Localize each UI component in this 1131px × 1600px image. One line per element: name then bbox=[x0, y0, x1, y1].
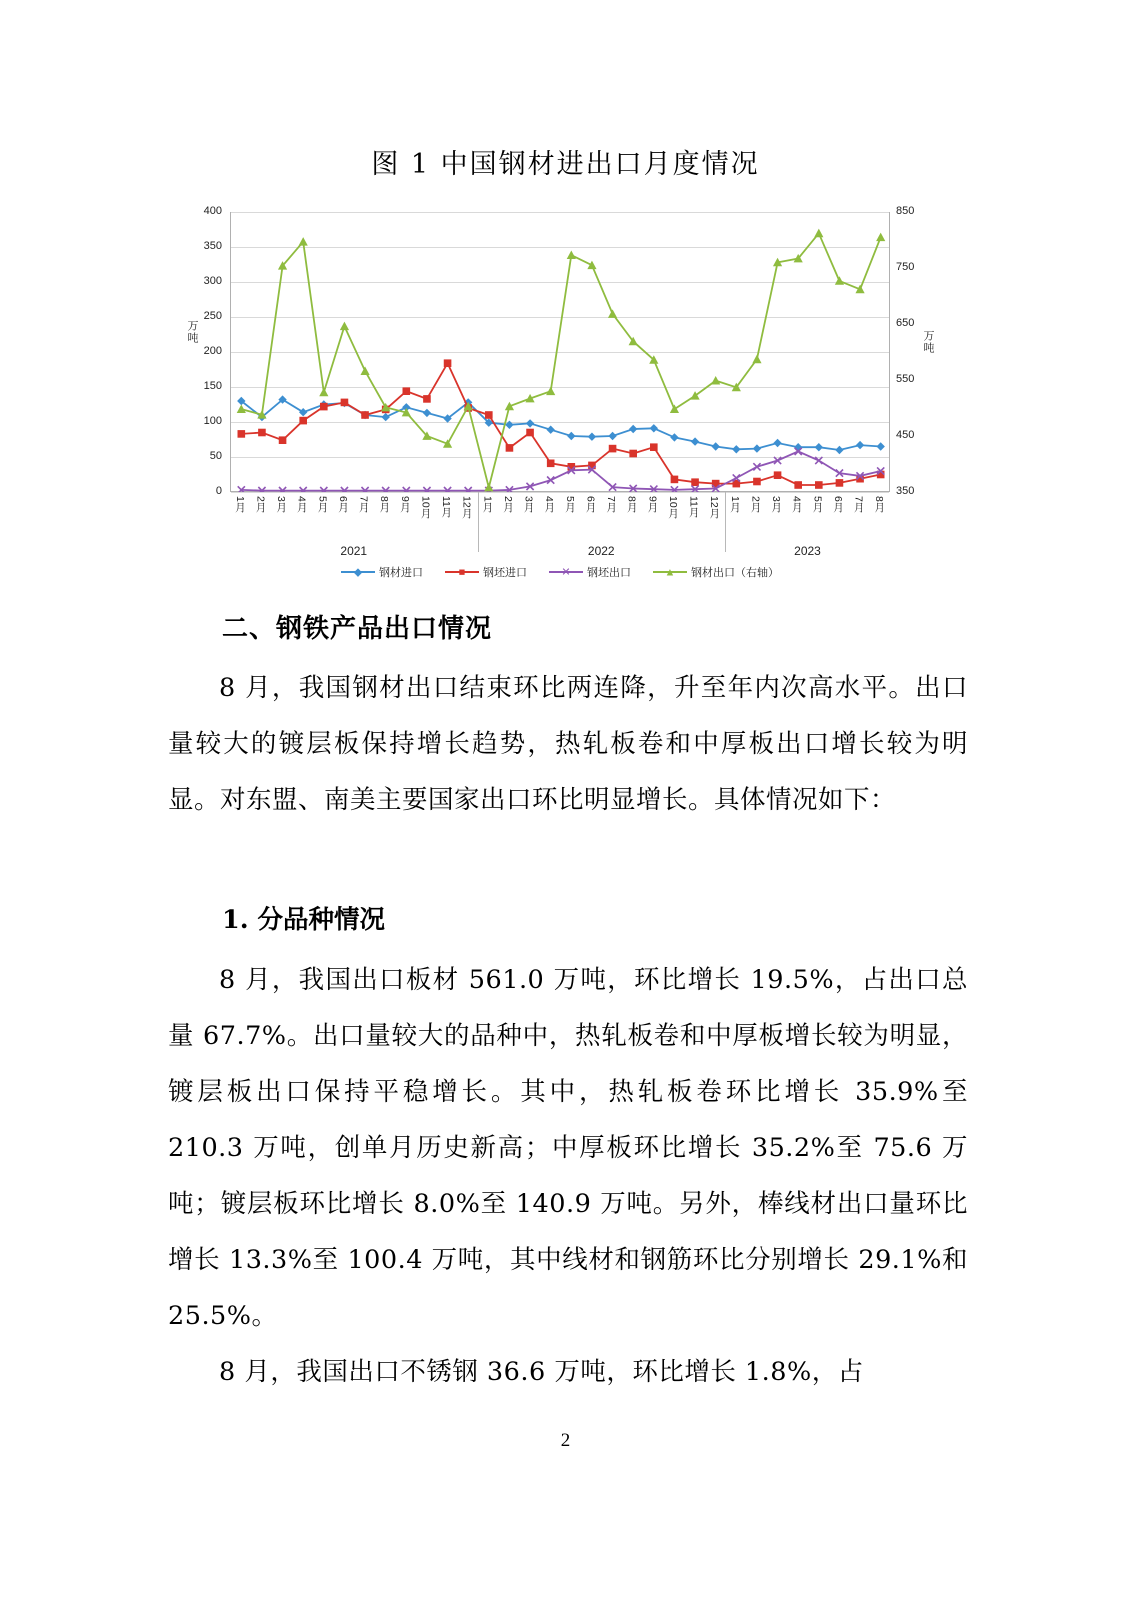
chart-legend bbox=[230, 564, 890, 580]
chart-data-point bbox=[506, 444, 514, 452]
chart-svg bbox=[231, 212, 891, 492]
chart-data-point bbox=[671, 476, 679, 484]
chart-data-point bbox=[547, 460, 555, 468]
x-axis-tick-label: 11月 bbox=[440, 496, 453, 518]
chart-data-point bbox=[650, 443, 658, 451]
chart-data-point bbox=[753, 444, 761, 452]
chart-data-point bbox=[608, 432, 616, 440]
chart-data-point bbox=[237, 405, 246, 414]
chart-data-point bbox=[526, 419, 534, 427]
year-separator bbox=[725, 492, 726, 552]
chart-data-point bbox=[340, 322, 349, 331]
chart-data-point bbox=[650, 424, 658, 432]
chart-data-point bbox=[238, 430, 246, 438]
chart-container bbox=[178, 200, 958, 590]
chart-data-point bbox=[691, 437, 699, 445]
x-axis-tick-label: 10月 bbox=[666, 496, 679, 519]
x-axis-tick-label: 7月 bbox=[357, 496, 370, 513]
x-axis-tick-label: 12月 bbox=[708, 496, 721, 519]
y-axis-left-tick: 300 bbox=[203, 275, 222, 287]
chart-data-point bbox=[629, 425, 637, 433]
y-axis-left-tick: 400 bbox=[203, 205, 222, 217]
x-axis-tick-label: 4月 bbox=[790, 496, 803, 513]
chart-data-point bbox=[279, 436, 287, 444]
sub-heading: 1. 分品种情况 bbox=[222, 905, 385, 935]
paragraph-1: 8 月，我国钢材出口结束环比两连降，升至年内次高水平。出口量较大的镀层板保持增长趋势，热轧板卷和中厚板出口增长较为明显。对东盟、南美主要国家出口环比明显增长。具体情况如下： bbox=[168, 673, 968, 815]
chart-data-point bbox=[320, 403, 328, 411]
x-axis-tick-label: 5月 bbox=[316, 496, 329, 513]
chart-data-point bbox=[629, 450, 637, 458]
chart-data-point bbox=[752, 355, 761, 364]
legend-swatch bbox=[341, 566, 375, 579]
year-separator bbox=[478, 492, 479, 552]
chart-series-line bbox=[241, 400, 880, 450]
legend-swatch bbox=[445, 566, 479, 579]
legend-marker-icon: ✕ bbox=[561, 566, 571, 579]
chart-data-point bbox=[360, 366, 369, 375]
x-axis-tick-label: 1月 bbox=[481, 496, 494, 513]
x-axis-tick-label: 9月 bbox=[398, 496, 411, 513]
y-axis-left-tick: 150 bbox=[203, 380, 222, 392]
legend-marker-icon: ◆ bbox=[353, 566, 363, 579]
chart-data-point bbox=[814, 229, 823, 238]
x-axis-tick-label: 2月 bbox=[254, 496, 267, 513]
chart-data-point bbox=[567, 251, 576, 260]
x-axis-tick-label: 6月 bbox=[336, 496, 349, 513]
y-axis-right-title: 万吨 bbox=[922, 330, 934, 354]
y-axis-right-tick: 550 bbox=[896, 373, 915, 385]
legend-marker-icon: ■ bbox=[458, 566, 466, 579]
chart-data-point bbox=[526, 429, 534, 437]
chart-plot-area bbox=[230, 212, 890, 492]
legend-label: 钢材进口 bbox=[379, 567, 423, 579]
x-axis-tick-label: 3月 bbox=[275, 496, 288, 513]
chart-data-point bbox=[691, 478, 699, 486]
x-axis-tick-label: 9月 bbox=[646, 496, 659, 513]
chart-data-point bbox=[505, 421, 513, 429]
chart-data-point bbox=[485, 411, 493, 419]
y-axis-left-tick: 50 bbox=[209, 450, 222, 462]
chart-data-point bbox=[299, 408, 307, 416]
chart-data-point bbox=[381, 413, 389, 421]
chart-data-point bbox=[258, 429, 266, 437]
paragraph-3: 8 月，我国出口不锈钢 36.6 万吨，环比增长 1.8%，占 bbox=[219, 1357, 864, 1387]
figure-title: 图 1 中国钢材进出口月度情况 bbox=[371, 149, 760, 180]
legend-swatch bbox=[653, 566, 687, 579]
chart-data-point bbox=[403, 387, 411, 395]
chart-data-point bbox=[546, 387, 555, 396]
chart-data-point bbox=[835, 446, 843, 454]
chart-data-point bbox=[856, 441, 864, 449]
x-axis-tick-label: 8月 bbox=[625, 496, 638, 513]
chart-data-point bbox=[732, 445, 740, 453]
y-axis-right-tick: 350 bbox=[896, 485, 915, 497]
chart-data-point bbox=[609, 445, 617, 453]
chart-data-point bbox=[815, 443, 823, 451]
y-axis-right-tick: 850 bbox=[896, 205, 915, 217]
x-axis-tick-label: 2月 bbox=[501, 496, 514, 513]
x-axis-tick-label: 3月 bbox=[770, 496, 783, 513]
y-axis-left-tick: 100 bbox=[203, 415, 222, 427]
chart-data-point bbox=[815, 457, 822, 464]
chart-data-point bbox=[567, 432, 575, 440]
chart-data-point bbox=[588, 433, 596, 441]
section-heading: 二、钢铁产品出口情况 bbox=[222, 614, 493, 644]
y-axis-left-title: 万吨 bbox=[186, 320, 198, 344]
chart-data-point bbox=[361, 411, 369, 419]
x-axis-tick-label: 1月 bbox=[233, 496, 246, 513]
legend-item bbox=[341, 564, 423, 580]
legend-item bbox=[549, 564, 631, 580]
legend-marker-icon: ▲ bbox=[664, 566, 676, 579]
legend-label: 钢材出口（右轴） bbox=[691, 567, 779, 579]
x-axis-tick-label: 7月 bbox=[605, 496, 618, 513]
chart-data-point bbox=[670, 405, 679, 414]
chart-data-point bbox=[444, 359, 452, 367]
x-axis-tick-label: 1月 bbox=[728, 496, 741, 513]
x-axis-tick-label: 12月 bbox=[460, 496, 473, 519]
x-axis-tick-label: 5月 bbox=[811, 496, 824, 513]
y-axis-right-tick: 650 bbox=[896, 317, 915, 329]
x-axis-year-label: 2021 bbox=[340, 544, 368, 558]
chart-data-point bbox=[711, 376, 720, 385]
chart-data-point bbox=[423, 395, 431, 403]
x-axis-tick-label: 8月 bbox=[378, 496, 391, 513]
chart-data-point bbox=[670, 433, 678, 441]
chart-data-point bbox=[794, 443, 802, 451]
chart-data-point bbox=[835, 276, 844, 285]
legend-label: 钢坯出口 bbox=[587, 567, 631, 579]
chart-data-point bbox=[423, 409, 431, 417]
chart-data-point bbox=[753, 478, 761, 486]
y-axis-left-tick: 0 bbox=[215, 485, 222, 497]
chart-data-point bbox=[773, 439, 781, 447]
chart-data-point bbox=[546, 426, 554, 434]
x-axis-tick-label: 8月 bbox=[873, 496, 886, 513]
page-number: 2 bbox=[560, 1430, 571, 1451]
chart-data-point bbox=[608, 309, 617, 318]
chart-data-point bbox=[587, 261, 596, 270]
x-axis-year-label: 2022 bbox=[587, 544, 615, 558]
y-axis-right-tick: 750 bbox=[896, 261, 915, 273]
x-axis-tick-label: 11月 bbox=[687, 496, 700, 518]
legend-item bbox=[653, 564, 779, 580]
chart-data-point bbox=[876, 233, 885, 242]
chart-series-line bbox=[241, 363, 880, 485]
chart-data-point bbox=[876, 442, 884, 450]
y-axis-left-tick: 200 bbox=[203, 345, 222, 357]
chart-data-point bbox=[711, 442, 719, 450]
y-axis-left-tick: 350 bbox=[203, 240, 222, 252]
chart-data-point bbox=[299, 417, 307, 425]
chart-data-point bbox=[774, 471, 782, 479]
x-axis-tick-label: 4月 bbox=[543, 496, 556, 513]
x-axis-tick-label: 6月 bbox=[831, 496, 844, 513]
chart-data-point bbox=[299, 237, 308, 246]
chart-data-point bbox=[815, 481, 823, 489]
x-axis-tick-label: 6月 bbox=[584, 496, 597, 513]
x-axis-tick-label: 2月 bbox=[749, 496, 762, 513]
y-axis-left-tick: 250 bbox=[203, 310, 222, 322]
x-axis-tick-label: 4月 bbox=[295, 496, 308, 513]
chart-series-line bbox=[241, 451, 880, 490]
chart-data-point bbox=[794, 481, 802, 489]
chart-series-line bbox=[241, 233, 880, 487]
legend-item bbox=[445, 564, 527, 580]
y-axis-right-tick: 450 bbox=[896, 429, 915, 441]
x-axis-tick-label: 7月 bbox=[852, 496, 865, 513]
paragraph-2: 8 月，我国出口板材 561.0 万吨，环比增长 19.5%，占出口总量 67.7%。出口量较大的品种中，热轧板卷和中厚板增长较为明显，镀层板出口保持平稳增长。其中，热轧板卷环比增长 35.9%至 210.3 万吨，创单月历史新高；中厚板环比增长 35.2%至 75.6 万吨；镀层板环比增长 8.0%至 140.9 万吨。另外，棒线材出口量环比增长 13.3%至 100.4 万吨，其中线材和钢筋环比分别增长 29.1%和 25.5%。 bbox=[168, 965, 968, 1331]
chart-data-point bbox=[836, 479, 844, 487]
x-axis-tick-label: 10月 bbox=[419, 496, 432, 519]
x-axis-year-label: 2023 bbox=[794, 544, 821, 558]
chart-data-point bbox=[341, 399, 349, 407]
gridline bbox=[231, 492, 889, 493]
x-axis-labels bbox=[230, 494, 890, 540]
legend-swatch bbox=[549, 566, 583, 579]
x-axis-tick-label: 3月 bbox=[522, 496, 535, 513]
x-axis-tick-label: 5月 bbox=[563, 496, 576, 513]
chart-data-point bbox=[319, 388, 328, 397]
legend-label: 钢坯进口 bbox=[483, 567, 527, 579]
